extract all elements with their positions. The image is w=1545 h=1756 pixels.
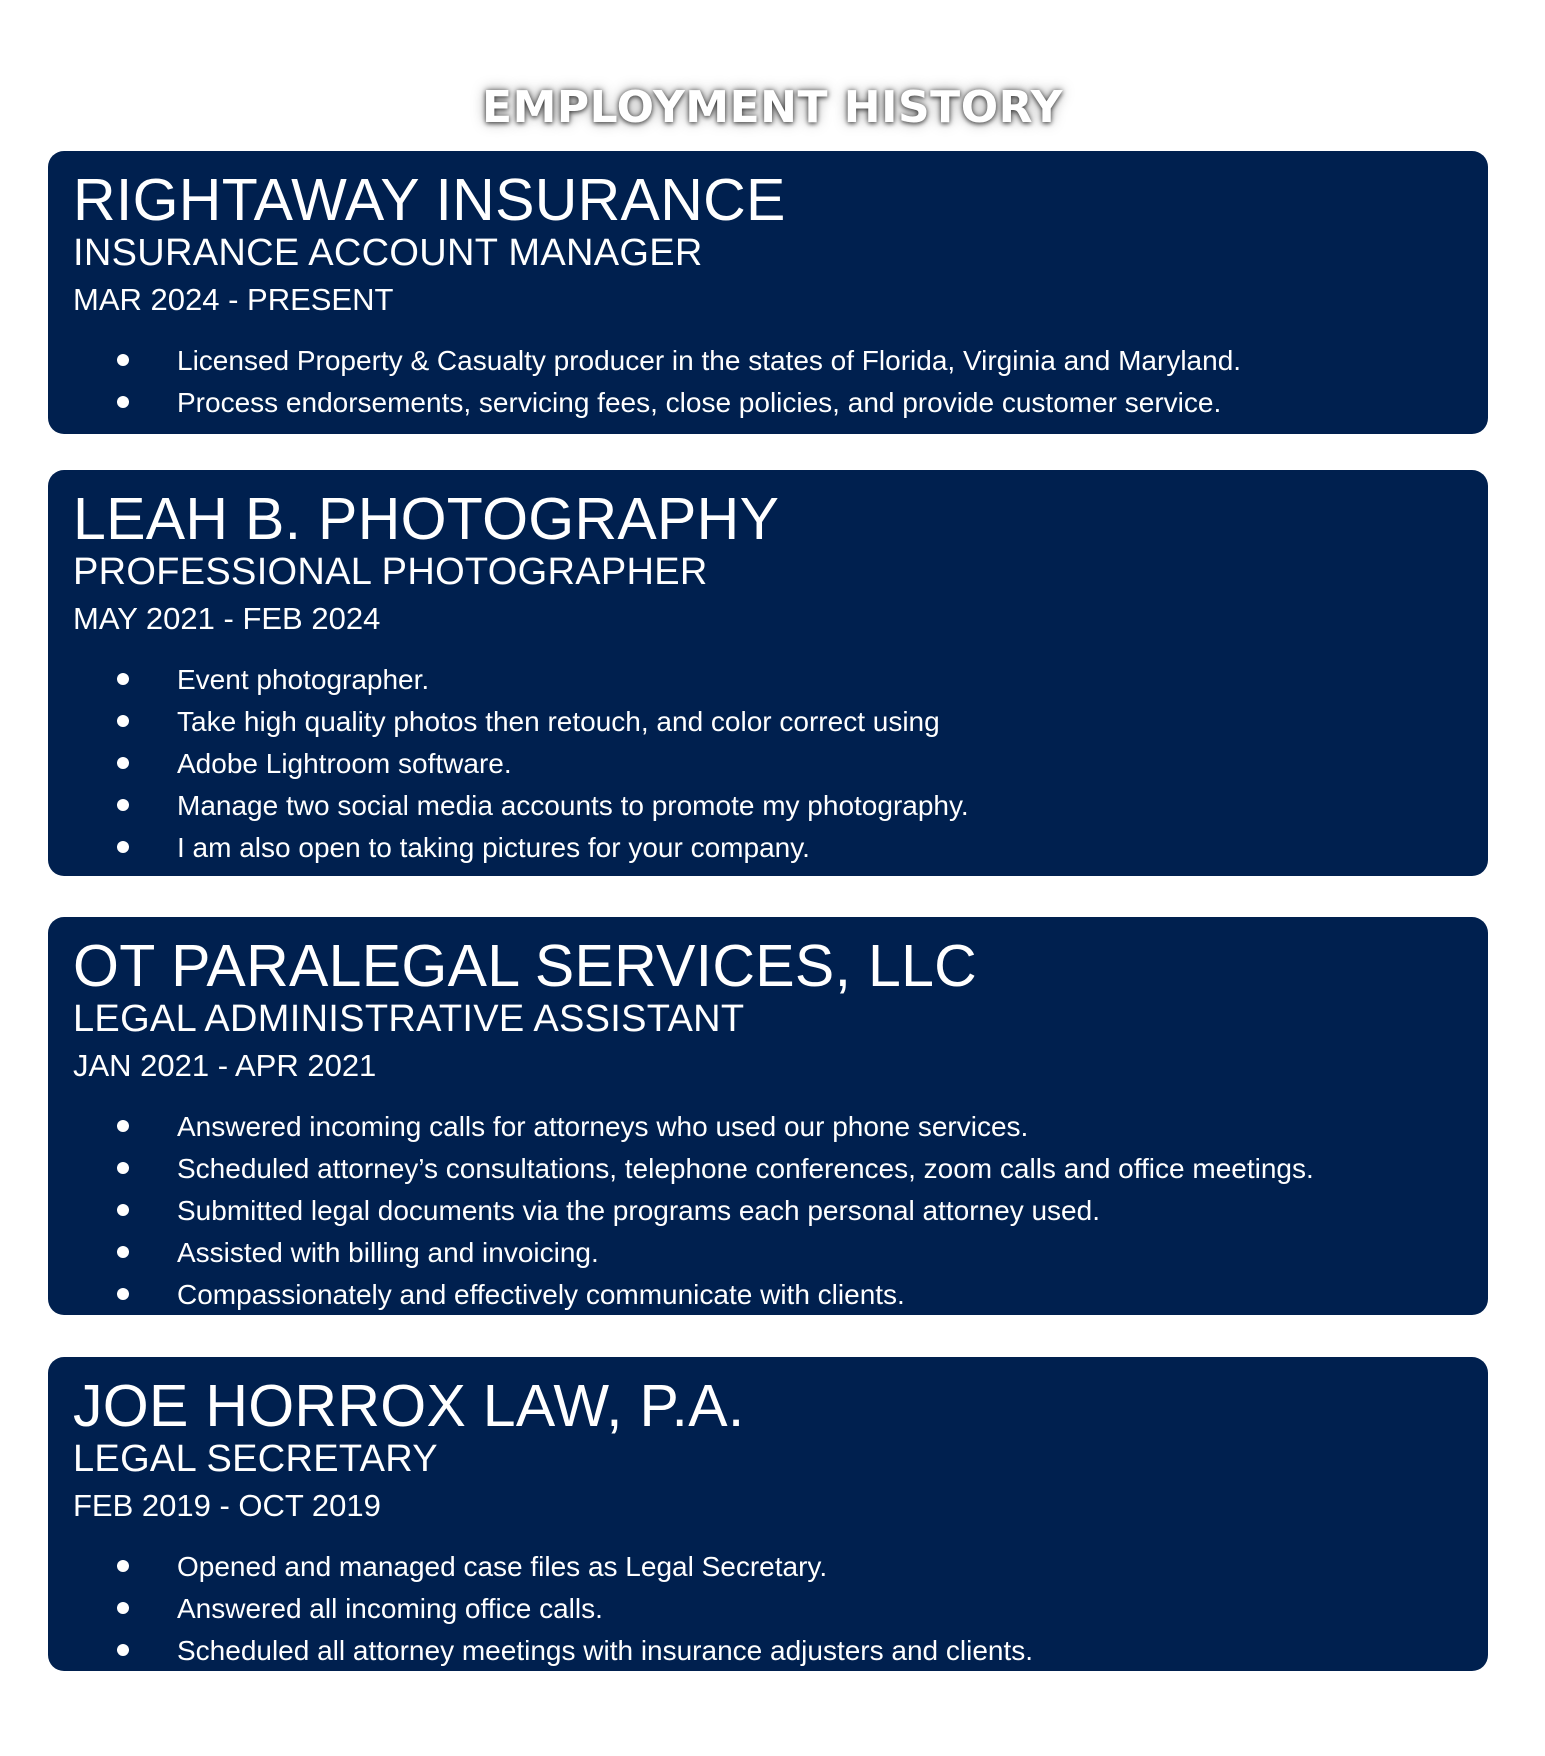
company-name: LEAH B. PHOTOGRAPHY [73, 486, 780, 552]
list-item [48, 701, 1488, 743]
job-card-rightaway-insurance [48, 151, 1488, 434]
bullet-icon [117, 1120, 129, 1132]
list-item [48, 1106, 1488, 1148]
bullet-icon [117, 1204, 129, 1216]
bullet-icon [117, 715, 129, 727]
job-title: LEGAL SECRETARY [73, 1438, 438, 1480]
job-title: LEGAL ADMINISTRATIVE ASSISTANT [73, 998, 745, 1040]
list-item-text: Process endorsements, servicing fees, close policies, and provide customer service. [177, 387, 1222, 418]
list-item [48, 1190, 1488, 1232]
list-item [48, 1148, 1488, 1190]
responsibilities-list [73, 1546, 1488, 1672]
list-item [48, 1588, 1488, 1630]
list-item [48, 1630, 1488, 1672]
responsibilities-list [73, 1106, 1488, 1316]
bullet-icon [117, 1560, 129, 1572]
job-title: INSURANCE ACCOUNT MANAGER [73, 232, 703, 274]
list-item-text: Take high quality photos then retouch, and color correct using [177, 706, 940, 737]
job-card-leah-b-photography [48, 470, 1488, 876]
employment-dates: FEB 2019 - OCT 2019 [73, 1488, 381, 1523]
bullet-icon [117, 673, 129, 685]
list-item [48, 659, 1488, 701]
list-item [48, 827, 1488, 869]
list-item-text: Manage two social media accounts to promote my photography. [177, 790, 969, 821]
list-item-text: Compassionately and effectively communicate with clients. [177, 1279, 905, 1310]
responsibilities-list [73, 659, 1488, 869]
bullet-icon [117, 396, 129, 408]
list-item [48, 785, 1488, 827]
list-item-text: Adobe Lightroom software. [177, 748, 512, 779]
bullet-icon [117, 841, 129, 853]
list-item-text: Assisted with billing and invoicing. [177, 1237, 599, 1268]
list-item-text: Scheduled all attorney meetings with insurance adjusters and clients. [177, 1635, 1034, 1666]
bullet-icon [117, 1246, 129, 1258]
list-item [48, 743, 1488, 785]
bullet-icon [117, 1644, 129, 1656]
bullet-icon [117, 799, 129, 811]
list-item-text: Answered incoming calls for attorneys who used our phone services. [177, 1111, 1029, 1142]
employment-dates: JAN 2021 - APR 2021 [73, 1048, 377, 1083]
employment-dates: MAY 2021 - FEB 2024 [73, 601, 381, 636]
company-name: RIGHTAWAY INSURANCE [73, 167, 786, 233]
list-item-text: Licensed Property & Casualty producer in the states of Florida, Virginia and Maryland. [177, 345, 1242, 376]
bullet-icon [117, 1602, 129, 1614]
responsibilities-list [73, 340, 1488, 424]
list-item-text: Opened and managed case files as Legal Secretary. [177, 1551, 828, 1582]
bullet-icon [117, 757, 129, 769]
bullet-icon [117, 354, 129, 366]
list-item [48, 1274, 1488, 1316]
job-title: PROFESSIONAL PHOTOGRAPHER [73, 551, 708, 593]
list-item [48, 1232, 1488, 1274]
list-item-text: Event photographer. [177, 664, 430, 695]
company-name: JOE HORROX LAW, P.A. [73, 1373, 745, 1439]
section-title: EMPLOYMENT HISTORY [482, 82, 1063, 133]
list-item-text: Answered all incoming office calls. [177, 1593, 603, 1624]
list-item-text: Submitted legal documents via the programs each personal attorney used. [177, 1195, 1100, 1226]
list-item-text: Scheduled attorney’s consultations, telephone conferences, zoom calls and office meetings. [177, 1153, 1314, 1184]
list-item [48, 340, 1488, 382]
employment-dates: MAR 2024 - PRESENT [73, 282, 394, 317]
bullet-icon [117, 1162, 129, 1174]
list-item-text: I am also open to taking pictures for your company. [177, 832, 810, 863]
list-item [48, 382, 1488, 424]
job-card-joe-horrox-law [48, 1357, 1488, 1671]
company-name: OT PARALEGAL SERVICES, LLC [73, 933, 978, 999]
job-card-ot-paralegal-services [48, 917, 1488, 1315]
bullet-icon [117, 1288, 129, 1300]
list-item [48, 1546, 1488, 1588]
